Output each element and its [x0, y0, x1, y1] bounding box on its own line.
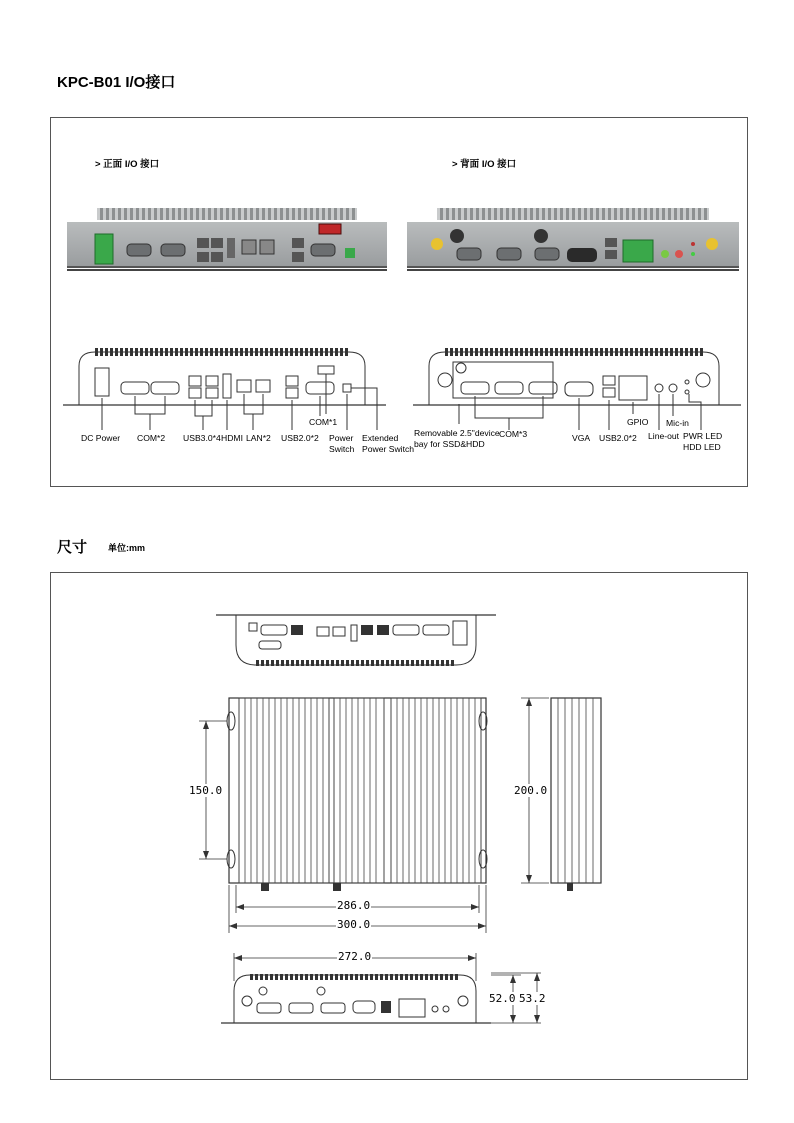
- label-usb20-front: USB2.0*2: [281, 433, 319, 443]
- page-title: KPC-B01 I/O接口: [57, 74, 176, 91]
- dim-150: 150.0: [189, 784, 223, 797]
- dim-272: 272.0: [338, 950, 372, 963]
- label-com3: COM*3: [499, 429, 528, 439]
- dim-300: 300.0: [337, 918, 371, 931]
- label-line-out: Line-out: [648, 431, 680, 441]
- label-pwr-led: PWR LED: [683, 431, 723, 441]
- label-usb30: USB3.0*4: [183, 433, 221, 443]
- dim-52: 52.0: [489, 992, 516, 1005]
- label-power-switch-1: Power: [329, 433, 354, 443]
- dimension-drawing: [51, 573, 749, 1081]
- label-hdd-led: HDD LED: [683, 442, 721, 452]
- dim-200: 200.0: [514, 784, 548, 797]
- label-dc-power: DC Power: [81, 433, 121, 443]
- io-interface-panel: [50, 117, 748, 487]
- label-usb20-back: USB2.0*2: [599, 433, 637, 443]
- dimensions-unit: 单位:mm: [108, 543, 146, 553]
- label-lan2: LAN*2: [246, 433, 271, 443]
- label-removable-bay-1: Removable 2.5"device: [414, 428, 500, 438]
- dim-532: 53.2: [519, 992, 546, 1005]
- dimensions-panel: [50, 572, 748, 1080]
- label-gpio: GPIO: [627, 417, 649, 427]
- label-vga: VGA: [572, 433, 591, 443]
- label-removable-bay-2: bay for SSD&HDD: [414, 439, 485, 449]
- label-com2: COM*2: [137, 433, 166, 443]
- label-mic-in: Mic-in: [666, 418, 689, 428]
- label-ext-switch-2: Power Switch: [362, 444, 415, 454]
- label-com1: COM*1: [309, 417, 338, 427]
- label-hdmi: HDMI: [221, 433, 243, 443]
- dimensions-title: 尺寸: [57, 539, 88, 556]
- front-io-heading: > 正面 I/O 接口: [95, 159, 160, 170]
- back-io-heading: > 背面 I/O 接口: [452, 159, 517, 170]
- dim-286: 286.0: [337, 899, 371, 912]
- label-power-switch-2: Switch: [329, 444, 355, 454]
- label-ext-switch-1: Extended: [362, 433, 399, 443]
